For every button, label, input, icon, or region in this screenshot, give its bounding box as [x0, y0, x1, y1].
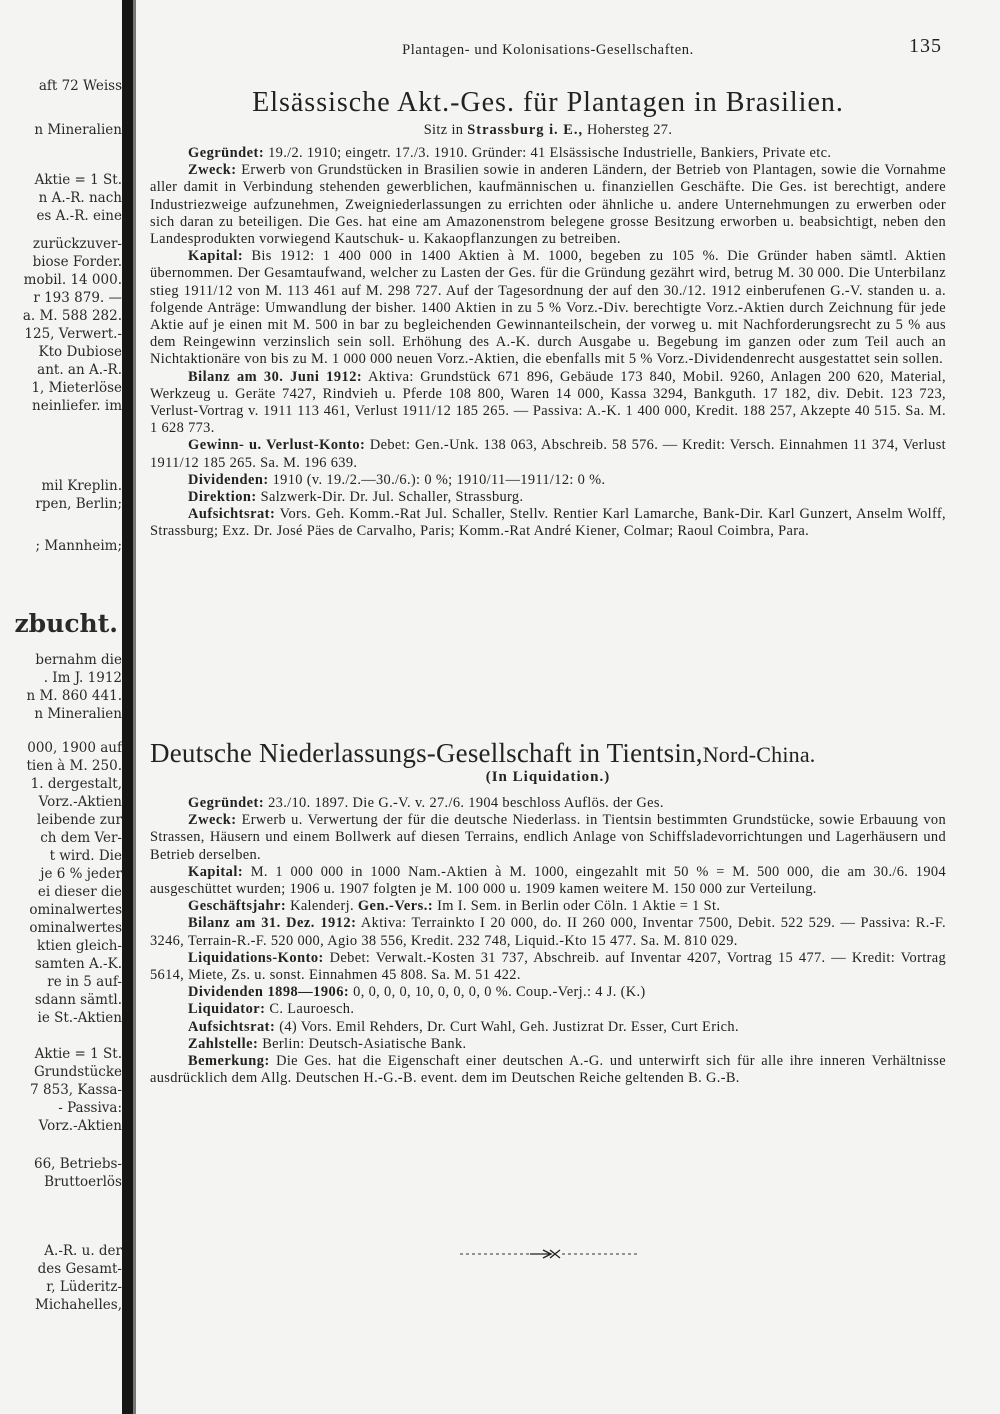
entry-label: Dividenden 1898—1906: — [188, 984, 350, 1001]
entry-text: Vors. Geh. Komm.-Rat Jul. Schaller, Stellv. Rentier Karl Lamarche, Bank-Dir. Karl Gunzert, Anselm Wolff, Strassburg; Exz. Dr. José Päes de Carvalho, Paris; Komm.-Rat André Kiener, Colmar; Raoul Coimbra, Para. — [150, 506, 946, 540]
fragment-line: Bruttoerlös — [44, 1174, 122, 1190]
entry-label: Zweck: — [188, 162, 237, 179]
fragment-line: r 193 879. — — [33, 290, 122, 306]
company-title-location: Nord-China. — [702, 742, 816, 767]
fragment-line: - Passiva: — [58, 1100, 122, 1116]
page-gutter-divider — [122, 0, 133, 1414]
entry-label: Bilanz am 30. Juni 1912: — [188, 368, 363, 385]
fragment-line: samten A.-K. — [34, 956, 122, 972]
fragment-line: mil Kreplin. — [41, 478, 122, 494]
fragment-line: ominalwertes — [29, 920, 122, 936]
fragment-line: des Gesamt- — [37, 1261, 122, 1277]
entry-label: Aufsichtsrat: — [188, 506, 276, 523]
entry-text: Aktiva: Grundstück 671 896, Gebäude 173 840, Mobil. 9260, Anlagen 200 620, Material, Werkzeug u. Geräte 7427, Rindvieh u. Pferde 108 800, Waren 14 000, Kassa 3294, Bankguth. 17 182, div. Debit. 123 723, Verlust-Vortrag v. 1911 113 461, Verlust 1911/12 185 265. — Passiva: A.-K. 1 400 000, Kredit. 188 257, Akzepte 40 515. Sa. M. 1 628 773. — [150, 368, 946, 437]
entry-label: Bemerkung: — [188, 1053, 270, 1070]
fragment-line: 7 853, Kassa- — [30, 1082, 122, 1098]
page-number: 135 — [909, 35, 942, 57]
entry-text: (4) Vors. Emil Rehders, Dr. Curt Wahl, Geh. Justizrat Dr. Esser, Curt Erich. — [275, 1018, 739, 1035]
entry-label: Gewinn- u. Verlust-Konto: — [188, 437, 366, 454]
fragment-line: rpen, Berlin; — [35, 496, 122, 512]
entry-label: Zahlstelle: — [188, 1035, 259, 1052]
entry-paragraph — [150, 795, 946, 812]
entry-text: 19./2. 1910; eingetr. 17./3. 1910. Gründer: 41 Elsässische Industrielle, Bankiers, Private etc. — [264, 145, 832, 161]
entry-paragraph — [150, 1001, 946, 1018]
entry-paragraph — [150, 1036, 946, 1053]
fragment-line: 125, Verwert.- — [24, 326, 122, 342]
entry-label: Bilanz am 31. Dez. 1912: — [188, 915, 357, 932]
entry-text: C. Lauroesch. — [265, 1001, 355, 1018]
entry-text: Bis 1912: 1 400 000 in 1400 Aktien à M. 1000, begeben zu 105 %. Die Gründer haben sämtl. Aktien übernommen. Der Gesamtaufwand, welcher zu Lasten der Ges. für die Gründung gezährt wird, betrug M. 30 000. Die Unterbilanz stieg 1911/12 von M. 113 461 auf M. 298 727. Auf der Tagesordnung der auf den 30./12. 1912 einberufenen G.-V. standen u. a. folgende Anträge: Umwandlung der bisher. 1400 Aktien in zu 5 % Vorz.-Div. berechtigte Vorz.-Aktien durch Zeichnung für jede Aktie auf je einen mit M. 500 in bar zu begleichenden Gewinnanteilschein, der vorweg u. mit Nachforderungsrecht zu 5 % aus dem Reingewinn verzinslich sein soll. Erhöhung des A.-K. durch Ausgabe u. Begebung im ganzen oder zum Teil auch an Nichtaktionäre von bis zu M. 1 000 000 neuen Vorz.-Aktien, die ebenfalls mit 5 % Vorz.-Dividendenrecht ausgestattet sein sollen. — [150, 248, 946, 368]
company-seat — [150, 122, 946, 139]
entry-label: Dividenden: — [188, 471, 269, 488]
fragment-line: n Mineralien — [34, 122, 122, 138]
fragment-line: . Im J. 1912 — [43, 670, 122, 686]
entry-label: Kapital: — [188, 248, 244, 265]
entry-text: Berlin: Deutsch-Asiatische Bank. — [258, 1035, 467, 1052]
entry-paragraph — [150, 864, 946, 898]
company-title: Elsässische Akt.-Ges. für Plantagen in Brasilien. — [252, 87, 844, 118]
fragment-line: ch dem Ver- — [40, 830, 122, 846]
entry-paragraph — [150, 369, 946, 438]
company-entries — [150, 145, 946, 541]
fragment-line: ominalwertes — [29, 902, 122, 918]
fragment-line: biose Forder. — [32, 254, 122, 270]
fragment-line: ktien gleich- — [37, 938, 122, 954]
fragment-line: neinliefer. im — [32, 398, 122, 414]
fragment-line: bernahm die — [35, 652, 122, 668]
fragment-line: n A.-R. nach — [38, 190, 122, 206]
entry-paragraph — [150, 248, 946, 368]
fragment-line: t wird. Die — [49, 848, 122, 864]
fragment-line: zbucht. — [14, 609, 118, 638]
fragment-line: re in 5 auf- — [47, 974, 122, 990]
fragment-line: ant. an A.-R. — [37, 362, 122, 378]
fragment-line: n Mineralien — [34, 706, 122, 722]
entry-paragraph — [150, 898, 946, 915]
fragment-line: a. M. 588 282. — [22, 308, 122, 324]
entry-label: Geschäftsjahr: — [188, 898, 287, 915]
entry-paragraph — [150, 984, 946, 1001]
fragment-line: leibende zur — [36, 812, 122, 828]
fragment-line: ei dieser die — [37, 884, 122, 900]
fragment-line: Aktie = 1 St. — [34, 1046, 122, 1062]
entry-label: Gen.-Vers.: — [357, 898, 434, 915]
fragment-line: sdann sämtl. — [34, 992, 122, 1008]
adjacent-page-fragment — [0, 0, 122, 1414]
entry-text: Debet: Gen.-Unk. 138 063, Abschreib. 58 576. — Kredit: Versch. Einnahmen 11 374, Verlust 1911/12 185 265. Sa. M. 196 639. — [150, 437, 946, 471]
entry-text: 23./10. 1897. Die G.-V. v. 27./6. 1904 beschloss Auflös. der Ges. — [264, 795, 664, 811]
entry-text: Erwerb u. Verwertung der für die deutsche Niederlass. in Tientsin bestimmten Grundstücke, sowie Erbauung von Strassen, Häusern und einem Bollwerk auf diesen Terrains, endlich Anlage von Schiffsladevorrichtungen und Lagerhäusern und Betrieb derselben. — [150, 812, 946, 863]
entry-text: Die Ges. hat die Eigenschaft einer deutschen A.-G. und unterwirft sich für alle ihre inneren Verhältnisse ausdrücklich dem Allg. Deutschen H.-G.-B. event. dem im Deutschen Reiche geltenden B. G.-B. — [150, 1053, 946, 1087]
seat-address: Hohersteg 27. — [587, 122, 673, 138]
entry-paragraph — [150, 950, 946, 984]
fragment-line: Aktie = 1 St. — [34, 172, 122, 188]
seat-city: Strassburg i. E., — [467, 122, 584, 138]
entry-paragraph — [150, 1019, 946, 1036]
running-title: Plantagen- und Kolonisations-Gesellschaften. — [402, 42, 694, 58]
entry-text: Kalenderj. — [286, 898, 358, 915]
entry-text: Im I. Sem. in Berlin oder Cöln. 1 Aktie = 1 St. — [433, 898, 721, 915]
entry-label: Aufsichtsrat: — [188, 1018, 276, 1035]
entry-text: Aktiva: Terrainkto I 20 000, do. II 260 000, Inventar 7500, Debit. 522 529. — Passiva: R.-F. 3246, Terrain-R.-F. 520 000, Agio 38 556, Kredit. 232 748, Liquid.-Kto 15 477. Sa. M. 810 029. — [150, 915, 946, 949]
fragment-line: 000, 1900 auf — [27, 740, 122, 756]
entry-label: Direktion: — [188, 489, 257, 506]
fragment-line: ie St.-Aktien — [37, 1010, 122, 1026]
entry-text: M. 1 000 000 in 1000 Nam.-Aktien à M. 1000, eingezahlt mit 50 % = M. 500 000, die am 30./6. 1904 ausgeschüttet wurden; 1906 u. 1907 folgten je M. 100 000 u. 1909 kamen weitere M. 150 000 zur Verteilung. — [150, 863, 946, 898]
entry-paragraph — [150, 812, 946, 864]
entry-text: Erwerb von Grundstücken in Brasilien sowie in anderen Ländern, der Betrieb von Plantagen, sowie die Vornahme aller damit in Verbindung stehenden gewerblichen, kaufmännischen u. finanziellen Geschäfte. Die Ges. ist berechtigt, andere Industriezweige aufzunehmen, Zweigniederlassungen zu errichten oder ähnliche u. andere Unternehmungen zu erwerben oder sich daran zu beteiligen. Die Ges. hat eine am Amazonenstrom belegene grosse Besitzung erworben u. beabsichtigt, neben den Landesprodukten vorwiegend Kautschuk- u. Kakaopflanzungen zu betreiben. — [150, 162, 946, 248]
entry-paragraph — [150, 1053, 946, 1087]
entry-text: 1910 (v. 19./2.—30./6.): 0 %; 1910/11—1911/12: 0 %. — [268, 471, 606, 488]
fragment-line: r, Lüderitz- — [46, 1279, 122, 1295]
entry-paragraph — [150, 489, 946, 506]
fragment-line: zurückzuver- — [32, 236, 122, 252]
fragment-line: n M. 860 441. — [26, 688, 122, 704]
fragment-line: 1, Mieterlöse — [31, 380, 122, 396]
fragment-line: es A.-R. eine — [36, 208, 122, 224]
fragment-line: Vorz.-Aktien — [38, 1118, 122, 1134]
fragment-line: Vorz.-Aktien — [38, 794, 122, 810]
entry-label: Kapital: — [188, 863, 244, 880]
company-entries — [150, 795, 946, 1087]
fragment-line: 1. dergestalt, — [30, 776, 122, 792]
fragment-line: Michahelles, — [35, 1297, 122, 1313]
liquidation-status: (In Liquidation.) — [485, 769, 611, 785]
company-title-main: Deutsche Niederlassungs-Gesellschaft in Tientsin, — [150, 738, 703, 768]
fragment-line: 66, Betriebs- — [34, 1156, 122, 1172]
fragment-line: je 6 % jeder — [40, 866, 122, 882]
fragment-line: aft 72 Weiss — [38, 78, 122, 94]
fragment-line: mobil. 14 000. — [23, 272, 122, 288]
fragment-line: Kto Dubiose — [38, 344, 122, 360]
entry-label: Zweck: — [188, 812, 237, 829]
fragment-line: tien à M. 250. — [26, 758, 122, 774]
entry-paragraph — [150, 145, 946, 162]
entry-text: 0, 0, 0, 0, 10, 0, 0, 0, 0 %. Coup.-Verj.: 4 J. (K.) — [349, 984, 646, 1001]
fragment-line: Grundstücke — [33, 1064, 122, 1080]
entry-paragraph — [150, 472, 946, 489]
entry-text: Salzwerk-Dir. Dr. Jul. Schaller, Strassburg. — [256, 489, 524, 506]
entry-paragraph — [150, 162, 946, 248]
entry-text: Debet: Verwalt.-Kosten 31 737, Abschreib. auf Inventar 4207, Vortrag 15 477. — Kredit: Vortrag 5614, Miete, Zs. u. sonst. Einnahmen 45 808. Sa. M. 51 422. — [150, 949, 946, 984]
running-header — [150, 35, 946, 66]
entry-label: Gegründet: — [188, 795, 265, 811]
section-end-ornament — [400, 1248, 700, 1260]
entry-label: Liquidations-Konto: — [188, 949, 324, 966]
fragment-line: A.-R. u. der — [44, 1243, 122, 1259]
entry-paragraph — [150, 437, 946, 471]
company-title — [150, 736, 946, 772]
seat-prefix: Sitz in — [423, 122, 464, 138]
entry-label: Liquidator: — [188, 1001, 266, 1018]
entry-paragraph — [150, 915, 946, 949]
fragment-line: ; Mannheim; — [35, 538, 122, 554]
entry-label: Gegründet: — [188, 145, 265, 161]
entry-paragraph — [150, 506, 946, 540]
